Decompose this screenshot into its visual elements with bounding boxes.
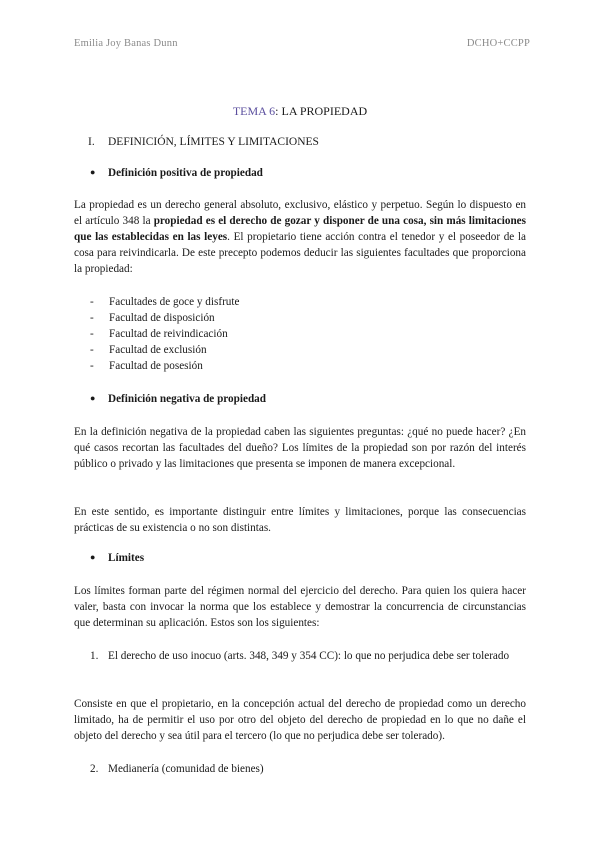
list-item-text: Facultad de disposición: [109, 312, 215, 324]
item-text: Medianería (comunidad de bienes): [108, 763, 264, 775]
dash-marker: -: [90, 328, 94, 340]
header-author: Emilia Joy Banas Dunn: [74, 38, 178, 49]
heading-limites: [90, 552, 144, 564]
item-text: El derecho de uso inocuo (arts. 348, 349 y 354 CC): lo que no perjudica debe ser tolerado: [108, 650, 510, 662]
heading-text: Definición negativa de propiedad: [108, 393, 266, 405]
facultades-list: [90, 294, 510, 374]
numbered-item-2: [90, 761, 526, 777]
title-rest: : LA PROPIEDAD: [275, 104, 368, 118]
paragraph-text: La propiedad es un derecho general absoluto, exclusivo, elástico y perpetuo. Según lo dispuesto en el artículo 348 la: [74, 199, 526, 227]
section-numeral: I.: [88, 136, 95, 148]
dash-marker: -: [90, 296, 94, 308]
heading-text: Definición positiva de propiedad: [108, 167, 263, 179]
numbered-item-1: [90, 648, 526, 664]
list-item: [90, 310, 510, 326]
bullet-icon: ●: [90, 552, 96, 562]
list-item: [90, 342, 510, 358]
list-item: [90, 294, 510, 310]
document-title: [0, 104, 600, 119]
paragraph-negativa-2: En este sentido, es importante distinguir entre límites y limitaciones, porque las consecuencias prácticas de su existencia o no son distintas.: [74, 506, 526, 534]
item-number: 2.: [90, 763, 99, 775]
paragraph-negativa-1: En la definición negativa de la propiedad caben las siguientes preguntas: ¿qué no puede hacer? ¿En qué casos recortan las facultades del dueño? Los límites de la propiedad son por razón del interés público o privado y las limitaciones que presenta se imponen de manera excepcional.: [74, 426, 526, 470]
list-item-text: Facultad de posesión: [109, 360, 203, 372]
paragraph-limites-2: Consiste en que el propietario, en la concepción actual del derecho de propiedad como un derecho limitado, ha de permitir el uso por otro del objeto del derecho de propiedad en lo que no dañe el objeto del derecho y sea útil para el tercero (lo que no perjudica debe ser tolerado).: [74, 698, 526, 742]
paragraph-bold-text: propiedad es el derecho de gozar y disponer de una cosa, sin más limitaciones que las establecidas en las leyes: [74, 215, 526, 243]
heading-definicion-positiva: [90, 167, 263, 179]
heading-text: Límites: [108, 552, 145, 564]
dash-marker: -: [90, 360, 94, 372]
section-title: DEFINICIÓN, LÍMITES Y LIMITACIONES: [108, 136, 319, 148]
paragraph-text: . El propietario tiene acción contra el tenedor y el poseedor de la cosa para reivindicarla. De este precepto podemos deducir las siguientes facultades que proporciona la propiedad:: [74, 231, 526, 275]
list-item: [90, 358, 510, 374]
heading-definicion-negativa: [90, 393, 266, 405]
dash-marker: -: [90, 312, 94, 324]
list-item-text: Facultades de goce y disfrute: [109, 296, 240, 308]
section-heading: [88, 136, 319, 148]
title-tema: TEMA 6: [232, 104, 276, 118]
paragraph-positiva: [74, 197, 526, 277]
dash-marker: -: [90, 344, 94, 356]
header-course: DCHO+CCPP: [466, 38, 530, 49]
item-number: 1.: [90, 650, 99, 662]
list-item-text: Facultad de reivindicación: [109, 328, 228, 340]
list-item-text: Facultad de exclusión: [109, 344, 207, 356]
bullet-icon: ●: [90, 167, 96, 177]
list-item: [90, 326, 510, 342]
paragraph-limites-1: Los límites forman parte del régimen normal del ejercicio del derecho. Para quien los quiera hacer valer, basta con invocar la norma que los establece y demostrar la concurrencia de circunstancias que determinan su aplicación. Estos son los siguientes:: [74, 585, 526, 629]
bullet-icon: ●: [90, 393, 96, 403]
